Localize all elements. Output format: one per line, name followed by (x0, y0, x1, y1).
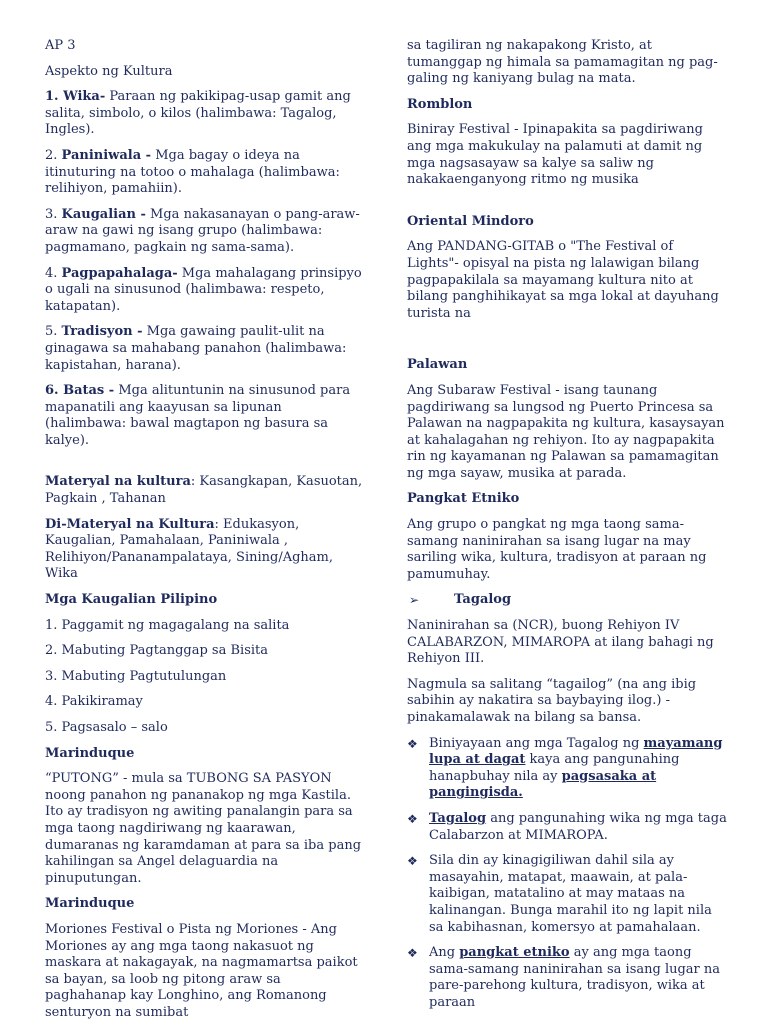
kaugalian-item: 5. Pagsasalo – salo (45, 720, 168, 735)
palawan-heading: Palawan (407, 357, 468, 373)
kaugalian-item: 1. Paggamit ng magagalang na salita (45, 617, 290, 633)
item-wika: 1. Wika- Paraan ng pakikipag-usap gamit ang salita, simbolo, o kilos (halimbawa: Tagalog, Ingles). (45, 89, 351, 138)
item-paniniwala: 2. Paniniwala - Mga bagay o ideya na itinuturing na totoo o mahalaga (halimbawa: relihiyon, pamahiin). (45, 147, 340, 197)
mindoro-heading: Oriental Mindoro (407, 213, 534, 229)
diamond-bullet-icon: ❖ (407, 946, 418, 961)
left-column (45, 38, 365, 1031)
bullet-item: ❖ Ang pangkat etniko ay ang mga taong sama-samang naninirahan sa isang lugar na pare-parehong kultura, tradisyon, wika at paraan (407, 945, 721, 1010)
marinduque-heading: Marinduque (45, 745, 135, 761)
etniko-heading: Pangkat Etniko (407, 491, 520, 507)
arrow-bullet-icon: ➢ (409, 593, 420, 608)
item-kaugalian: 3. Kaugalian - Mga nakasanayan o pang-araw-araw na gawi ng isang grupo (halimbawa: pagmamano, pagkain ng sama-sama). (45, 206, 360, 255)
spacer (407, 331, 727, 357)
item-pagpapahalaga: 4. Pagpapahalaga- Mga mahalagang prinsipyo o ugali na sinusunod (halimbawa: respeto, katapatan). (45, 265, 362, 314)
palawan-text: Ang Subaraw Festival - isang taunang pagdiriwang sa lungsod ng Puerto Princesa sa Palawan na nagpapakita ng kultura, kasaysayan at kahalagahan ng rehiyon. Ito ay nagpapakita rin ng kayamanan ng Palawan sa pamamagitan ng mga sayaw, musika at parada. (407, 382, 725, 481)
spacer (45, 458, 365, 474)
kaugalian-item: 4. Pakikiramay (45, 694, 143, 710)
moriones-text: Moriones Festival o Pista ng Moriones - Ang Moriones ay ang mga taong nakasuot ng maskara at nakagayak, na nagmamartsa paikot sa bayan, sa loob ng pitong araw sa paghahanap kay Longhino, ang Romanong senturyon na sumibat (45, 921, 358, 1020)
diamond-bullet-icon: ❖ (407, 736, 418, 751)
subject-label: AP 3 (45, 38, 76, 53)
tagalog-origin: Nagmula sa salitang “tagailog” (na ang ibig sabihin ay nakatira sa baybaying ilog.) - pinakamalawak na bilang sa bansa. (407, 676, 697, 725)
moriones-continued: sa tagiliran ng nakapakong Kristo, at tumanggap ng himala sa pamamagitan ng pag-galing ng kaniyang bulag na mata. (407, 38, 718, 87)
bullet-item: ❖ Biniyayaan ang mga Tagalog ng mayamang lupa at dagat kaya ang pangunahing hanapbuhay nila ay pagsasaka at pangingisda. (407, 735, 723, 801)
kaugalian-item: 3. Mabuting Pagtutulungan (45, 668, 227, 684)
section-heading: Aspekto ng Kultura (45, 63, 173, 79)
spacer (407, 198, 727, 214)
putong-text: “PUTONG” - mula sa TUBONG SA PASYON noong panahon ng pananakop ng mga Kastila. Ito ay tradisyon ng awiting panalangin para sa mga taong nagdiriwang ng kaarawan, dumaranas ng karamdaman at para sa iba pang kahilingan sa Angel delaguardia na pinuputungan. (45, 771, 362, 886)
materyal-kultura: Materyal na kultura: Kasangkapan, Kasuotan, Pagkain , Tahanan (45, 474, 363, 507)
bullet-item: ❖ Sila din ay kinagigiliwan dahil sila ay masayahin, matapat, maawain, at pala-kaibigan, matatalino at may mataas na kalinangan. Bunga marahil ito ng lapit nila sa kabihasnan, komersyo at pamahalaan. (407, 853, 712, 935)
mindoro-text: Ang PANDANG-GITAB o "The Festival of Lights"- opisyal na pista ng lalawigan bilang pagpapakilala sa mayamang kultura nito at bilang panghihikayat sa mga lokal at dayuhang turista na (407, 239, 719, 321)
right-column (407, 38, 727, 1021)
di-materyal-kultura: Di-Materyal na Kultura: Edukasyon, Kaugalian, Pamahalaan, Paniniwala , Relihiyon/Pananampalataya, Sining/Agham, Wika (45, 516, 334, 582)
bullet-item: ❖ Tagalog ang pangunahing wika ng mga taga Calabarzon at MIMAROPA. (407, 810, 727, 843)
romblon-text: Biniray Festival - Ipinapakita sa pagdiriwang ang mga makukulay na palamuti at damit ng mga nagsasayaw sa kalye sa saliw ng nakakaenganyong ritmo ng musika (407, 122, 703, 188)
etniko-text: Ang grupo o pangkat ng mga taong sama-samang naninirahan sa isang lugar na may sariling wika, kultura, tradisyon at paraan ng pamumuhay. (407, 517, 707, 582)
diamond-bullet-icon: ❖ (407, 854, 418, 869)
item-batas: 6. Batas - Mga alituntunin na sinusunod para mapanatili ang kaayusan sa lipunan (halimbawa: bawal magtapon ng basura sa kalye). (45, 383, 351, 448)
kaugalian-item: 2. Mabuting Pagtanggap sa Bisita (45, 643, 268, 659)
romblon-heading: Romblon (407, 96, 473, 112)
tagalog-heading-row (407, 592, 727, 609)
item-tradisyon: 5. Tradisyon - Mga gawaing paulit-ulit na ginagawa sa mahabang panahon (halimbawa: kapistahan, harana). (45, 324, 347, 373)
kaugalian-heading: Mga Kaugalian Pilipino (45, 592, 218, 608)
tagalog-heading: Tagalog (454, 592, 512, 608)
tagalog-location: Naninirahan sa (NCR), buong Rehiyon IV CALABARZON, MIMAROPA at ilang bahagi ng Rehiyon III. (407, 618, 714, 667)
marinduque-heading-2: Marinduque (45, 896, 135, 912)
diamond-bullet-icon: ❖ (407, 811, 418, 826)
